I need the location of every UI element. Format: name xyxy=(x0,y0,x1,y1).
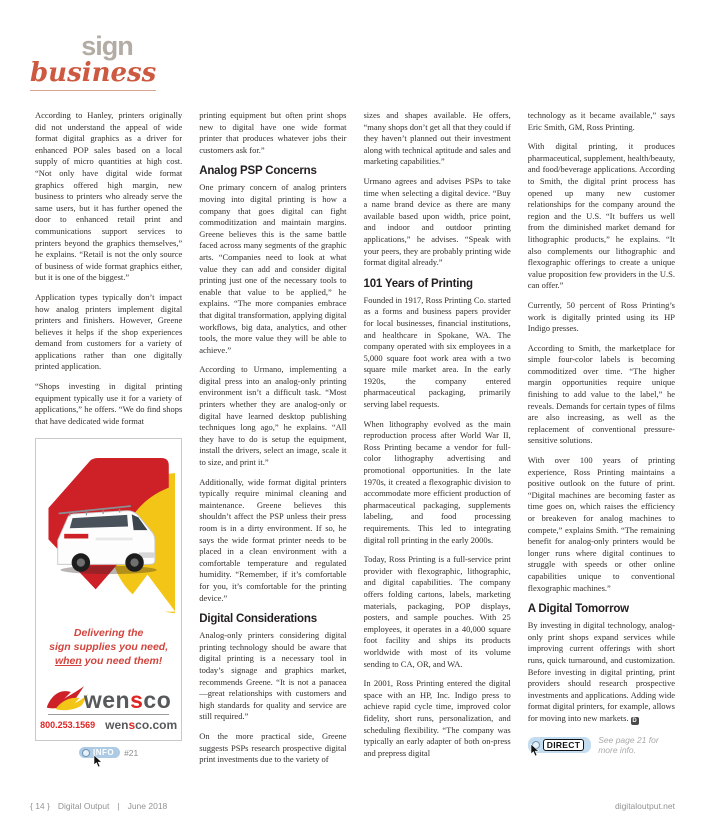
paragraph: “Shops investing in digital printing equipment typically use it for a variety of applications,” he offers. “We do find shops that have dedicated wide format xyxy=(35,381,183,426)
section-heading-101-years-of-printing: 101 Years of Printing xyxy=(363,277,473,290)
wensco-logo-block xyxy=(40,682,178,733)
section-heading-analog-psp-concerns: Analog PSP Concerns xyxy=(199,165,317,178)
tagline-line-1: Delivering the xyxy=(73,627,144,640)
direct-badge-label: DIRECT xyxy=(543,739,584,751)
page-footer xyxy=(30,801,675,811)
article-columns xyxy=(35,110,675,792)
paragraph: sizes and shapes available. He offers, “many shops don’t get all that they could if they haven’t planned out their investment along with technical aptitude and sales and marketing capabilities.” xyxy=(363,110,511,167)
wensco-advertisement[interactable] xyxy=(35,438,182,741)
magazine-name: Digital Output xyxy=(57,801,110,811)
column-3 xyxy=(364,110,511,792)
footer-separator: | xyxy=(117,801,120,811)
paragraph: printing equipment but often print shops new to digital have one wide format printer that produces whatever jobs their customers ask for.” xyxy=(199,110,347,155)
column-4 xyxy=(528,110,675,792)
reader-info-row xyxy=(35,747,182,758)
delivery-van-illustration xyxy=(42,446,175,618)
tagline-line-2: sign supplies you need, xyxy=(49,641,169,654)
paragraph: One primary concern of analog printers moving into digital printing is how a company that goes digital can fight commoditization and maintain margins. Greene believes this is the same battle faced across many segments of the graphic arts. “Companies need to look at what value they can add and consider digital printing just one of the necessary tools to enable that value to be applied,” he explains. “The more companies embrace that digital transformation, applying digital workflows, big data, analytics, and other tools, the more value they will be able to achieve.” xyxy=(199,182,347,355)
paragraph: Urmano agrees and advises PSPs to take time when selecting a digital device. “Buy a name brand device as there are many available based upon width, price point, and indoor and outdoor printing applications,” he advises. “Speak with your peers, they are probably printing wide format digital already.” xyxy=(363,175,511,268)
paragraph: Application types typically don’t impact how analog printers implement digital printers and finishers. However, Greene believes it helps if the shop experiences demand from customers for a variety of applications rather than one digitally printed application. xyxy=(35,291,183,372)
wensco-divider xyxy=(48,714,169,715)
section-heading-a-digital-tomorrow: A Digital Tomorrow xyxy=(527,603,629,616)
logo-word-business: business xyxy=(30,58,157,88)
info-number: #21 xyxy=(124,747,139,758)
wensco-website-link[interactable]: wensco.com xyxy=(105,718,178,733)
paragraph: Additionally, wide format digital printers typically require minimal cleaning and maintenance. Greene believes this shouldn’t affect the PSP unless their press room is in a dirty environment. If so, he says the wide format printer needs to be placed in a clean environment with a comfortable temperature and regulated humidity. “Remember, if it’s comfortable for you, it’s comfortable for the printing device.” xyxy=(199,476,347,603)
logo-underline xyxy=(30,90,156,91)
paragraph: Analog-only printers considering digital printing technology should be aware that digital printing is a necessary tool in today’s signage and graphics market, recommends Greene. “It is not a panacea—great relationships with customers and high standards for quality and service are still required.” xyxy=(199,630,347,722)
section-heading-digital-considerations: Digital Considerations xyxy=(199,613,317,626)
cursor-pointer-icon xyxy=(530,744,540,757)
direct-row xyxy=(528,735,675,755)
paragraph: According to Urmano, implementing a digital press into an analog-only printing environment isn’t a difficult task. “Most printers whether they are analog-only or digital have learned desktop publishing techniques long ago,” he explains. “All they have to do is setup the equipment, install the drivers, select an image, scale it to size, and print it.” xyxy=(199,364,347,468)
cursor-pointer-icon xyxy=(93,755,103,768)
paragraph: With digital printing, it produces pharmaceutical, supplement, health/beauty, and food/beverage applications. According to Smith, the digital print process has opened up many new customer relationships for the company around the region and the U.S. “It buffers us well from the diminished market demand for lithographic products,” he explains. “It also complements our lithographic and flexographic offerings to create a unique value proposition few providers in the U.S. can offer.” xyxy=(527,141,675,291)
paragraph: In 2001, Ross Printing entered the digital space with an HP, Inc. Indigo press to achieve rapid cycle time, improved color fidelity, short runs, personalization, and scheduling flexibility. “The company was typically an early adapter of both on-press and prepress digital xyxy=(363,678,511,758)
paragraph: When lithography evolved as the main reproduction process after World War II, Ross Printing became a vendor for full-color lithography advertising and promotional opportunities. In the late 1970s, it created a flexographic division to accommodate more efficient production of pharmaceutical packaging, supplements labeling, and food processing requirements. This led to integrating digital roll printing in the early 2000s. xyxy=(363,418,511,545)
paragraph: Founded in 1917, Ross Printing Co. started as a forms and business papers provider for local businesses, financial institutions, and healthcare in Spokane, WA. The company operated with six employees in a 5,000 square foot work area with a two square mile market area. In the early 1920s, the company entered pharmaceutical packaging, primarily serving label requests. xyxy=(363,294,511,410)
mouse-circle-icon xyxy=(82,749,90,757)
paragraph: With over 100 years of printing experience, Ross Printing maintains a positive outlook on the future of print. “Digital machines are becoming faster as time goes on, which raises the efficiency or breakeven for analog machines to compete,” explains Smith. “The remaining benefit for analog-only printers would be longer runs where digital continues to struggle with speeds or other online capabilities unique to conventional flexographic machines.” xyxy=(527,455,675,593)
magazine-website-link[interactable]: digitaloutput.net xyxy=(614,801,675,811)
end-of-article-mark: D xyxy=(632,717,637,724)
info-badge-label: INFO xyxy=(92,748,115,758)
sign-business-logo xyxy=(30,31,157,91)
wensco-wordmark: wensco xyxy=(83,687,172,714)
paragraph: Today, Ross Printing is a full-service print provider with flexographic, lithographic, and digital capabilities. The company offers folding cartons, labels, marketing materials, packaging, POP displays, posters, and sample pouches. With 25 employees, it operates in a 40,000 square foot facility and ships its products worldwide with most of its volume sending to CA, OR, and WA. xyxy=(363,554,511,669)
paragraph: By investing in digital technology, analog-only print shops expand services while improving current offerings with short runs, quick turnaround, and customization. Before investing in digital printing, print providers should research prospective investments and applications. Adding wide format digital printers, for example, allows for moving into new markets. D xyxy=(527,620,675,724)
issue-date: June 2018 xyxy=(127,801,168,811)
tagline-line-3-rest: you need them! xyxy=(81,655,163,668)
paragraph: Currently, 50 percent of Ross Printing’s work is digitally printed using its HP Indigo presses. xyxy=(527,299,675,334)
paragraph: According to Hanley, printers originally did not understand the appeal of wide format digital graphics as a driver for enhanced POP sales based on a local supply of micro quantities at high cost. “Not only have digital wide format graphics offered high margin, new business to printers who already serve the same users, but it has further opened the door to enhanced retail print and communications support services to printers beyond the graphics themselves,” he explains. “Retail is not the only source of business of wide format graphics either, but it is one of the biggest.” xyxy=(35,110,183,283)
ad-tagline xyxy=(42,626,175,668)
logo-word-sign: sign xyxy=(81,31,133,61)
page-number: { 14 } xyxy=(30,801,50,811)
direct-note: See page 21 for more info. xyxy=(598,734,659,755)
column-1 xyxy=(35,110,182,792)
tagline-when-underlined: when xyxy=(54,655,82,668)
paragraph: According to Smith, the marketplace for simple four-color labels is becoming commoditized over time. “The higher margin opportunities require unique finishing to add value to the label,” he reveals. Demands for certain types of films are also increasing, as well as the replacement of conventional pressure-sensitive solutions. xyxy=(527,342,675,446)
wensco-phone: 800.253.1569 xyxy=(40,720,96,731)
column-2 xyxy=(199,110,346,792)
paragraph: On the more practical side, Greene suggests PSPs research prospective digital print investments due to the variety of xyxy=(199,730,347,765)
paragraph: technology as it became available,” says Eric Smith, GM, Ross Printing. xyxy=(527,110,675,132)
